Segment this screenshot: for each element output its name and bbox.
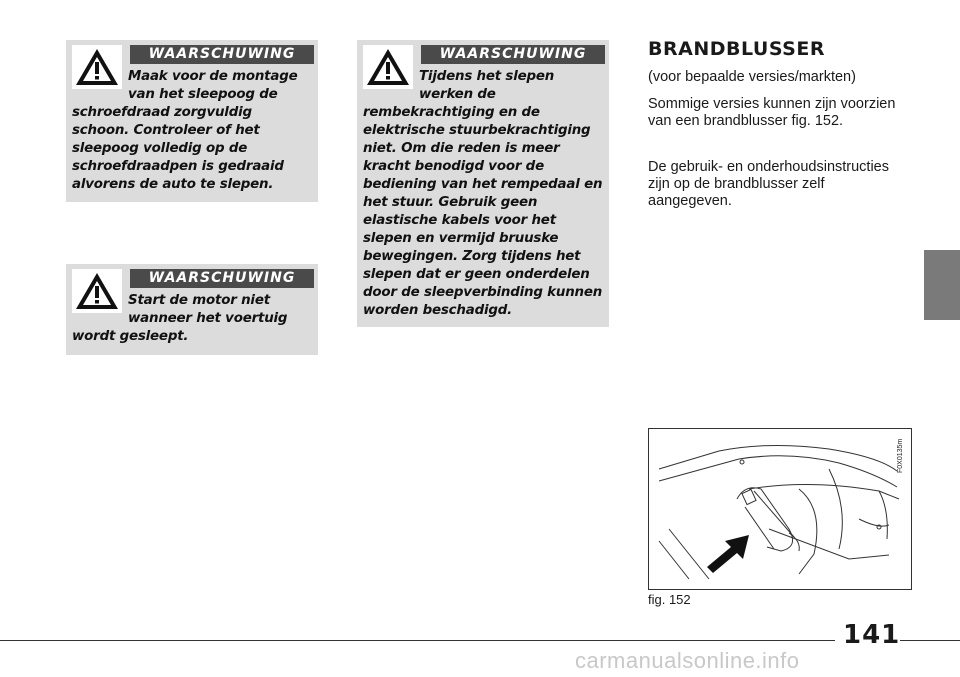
warning-header: WAARSCHUWING [130, 45, 314, 64]
figure-caption: fig. 152 [648, 592, 691, 607]
footer-rule-left [0, 640, 835, 641]
warning-header: WAARSCHUWING [421, 45, 605, 64]
page-number: 141 [843, 620, 901, 650]
warning-text: Maak voor de montage van het sleepoog de schroefdraad zorgvuldig schoon. Controleer of het sleepoog volledig op de schroefdraadpen is gedraaid alvorens de auto te slepen. [72, 69, 298, 192]
warning-box-engine [66, 264, 318, 355]
section-title: BRANDBLUSSER [648, 38, 825, 60]
figure-fire-extinguisher [648, 428, 912, 590]
figure-code: F0X0135m [897, 438, 904, 473]
warning-text: Start de motor niet wanneer het voertuig wordt gesleept. [72, 293, 288, 344]
chapter-tab [924, 250, 960, 320]
section-paragraph: De gebruik- en onderhoudsinstructies zijn op de brandblusser zelf aangegeven. [648, 159, 889, 209]
warning-box-towing [357, 40, 609, 327]
warning-header: WAARSCHUWING [130, 269, 314, 288]
footer-rule-right [900, 640, 960, 641]
section-paragraph: (voor bepaalde versies/markten) [648, 69, 856, 85]
warning-text: Tijdens het slepen werken de rembekrachtiging en de elektrische stuurbekrachtiging niet. Om die reden is meer kracht benodigd voor de bediening van het rempedaal en het stuur. Gebruik geen elastische kabels voor het slepen en vermijd bruuske bewegingen. Zorg tijdens het slepen dat er geen onderdelen door de sleepverbinding kunnen worden beschadigd. [363, 69, 603, 318]
watermark: carmanualsonline.info [575, 648, 800, 673]
section-paragraph: Sommige versies kunnen zijn voorzien van een brandblusser fig. 152. [648, 96, 896, 129]
fire-extinguisher-illustration [649, 429, 910, 588]
warning-box-mounting [66, 40, 318, 202]
